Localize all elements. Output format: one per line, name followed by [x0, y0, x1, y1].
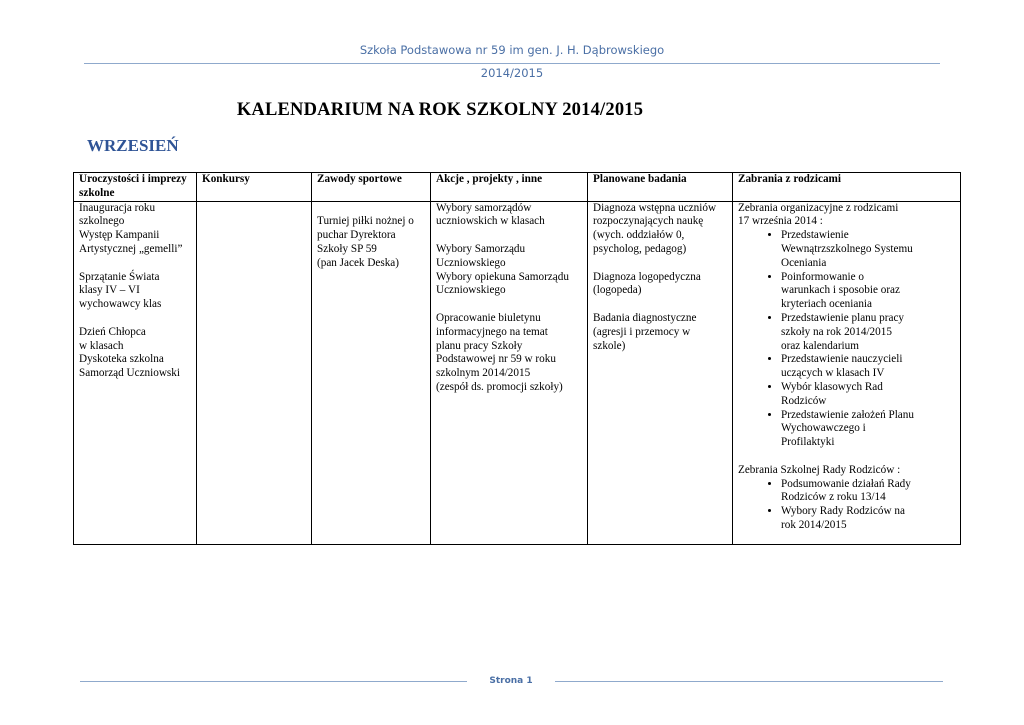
agenda-item-line: • Przedstawienie: [781, 229, 849, 242]
cell-contests: [197, 201, 312, 544]
agenda-item-line: Wychowawczego i: [781, 422, 866, 435]
cell-text-line: Samorząd Uczniowski: [79, 367, 180, 380]
cell-text-line: Artystycznej „gemelli”: [79, 242, 183, 255]
cell-text-line: Turniej piłki nożnej o: [317, 215, 414, 228]
calendar-table: [73, 172, 961, 545]
agenda-item-line: Oceniania: [781, 256, 827, 269]
agenda-item-line: oraz kalendarium: [781, 339, 859, 352]
cell-text-line: uczniowskich w klasach: [436, 215, 545, 228]
cell-text-line: klasy IV – VI: [79, 284, 140, 297]
cell-text-line: Diagnoza logopedyczna: [593, 270, 701, 283]
page-title: KALENDARIUM NA ROK SZKOLNY 2014/2015: [236, 100, 644, 120]
agenda-item: [781, 312, 955, 353]
month-heading: WRZESIEŃ: [87, 136, 179, 155]
council-meeting-heading: Zebrania Szkolnej Rady Rodziców :: [738, 463, 901, 476]
agenda-item-line: • Wybór klasowych Rad: [781, 380, 883, 393]
cell-text-line: Diagnoza wstępna uczniów: [593, 201, 717, 214]
agenda-item: [781, 271, 955, 312]
cell-text-line: szkole): [593, 339, 626, 352]
cell-text-line: Opracowanie biuletynu: [436, 311, 541, 324]
agenda-item-line: Wewnątrzszkolnego Systemu: [781, 242, 913, 255]
cell-text-line: [79, 257, 191, 271]
table-header-row: [74, 173, 961, 202]
cell-text-line: informacyjnego na temat: [436, 325, 548, 338]
cell-ceremonies: [74, 201, 197, 544]
agenda-item-line: Profilaktyki: [781, 436, 835, 449]
cell-text-line: Wybory opiekuna Samorządu: [436, 270, 569, 283]
header-school-name: Szkoła Podstawowa nr 59 im gen. J. H. Dąbrowskiego: [359, 43, 665, 57]
header-school-year: 2014/2015: [480, 66, 544, 80]
agenda-item-line: szkoły na rok 2014/2015: [781, 325, 892, 338]
cell-text-line: szkolnego: [79, 215, 125, 228]
header-research: Planowane badania: [588, 173, 733, 202]
cell-text-line: (pan Jacek Deska): [317, 256, 399, 269]
cell-text-line: (wych. oddziałów 0,: [593, 229, 685, 242]
meeting-agenda-list: [738, 229, 955, 450]
agenda-item-line: rok 2014/2015: [781, 518, 847, 531]
cell-text-line: w klasach: [79, 339, 124, 352]
agenda-item-line: Rodziców z roku 13/14: [781, 491, 886, 504]
cell-text-line: [436, 298, 582, 312]
cell-text-line: [593, 257, 727, 271]
agenda-item-line: kryteriach oceniania: [781, 298, 873, 311]
cell-text-line: [436, 229, 582, 243]
agenda-item-line: • Podsumowanie działań Rady: [781, 477, 911, 490]
cell-text-line: Szkoły SP 59: [317, 242, 377, 255]
agenda-item: [781, 229, 955, 270]
page-number: Strona 1: [489, 676, 533, 686]
cell-text-line: [593, 298, 727, 312]
cell-text-line: Dzień Chłopca: [79, 325, 146, 338]
cell-text-line: Inauguracja roku: [79, 201, 156, 214]
footer-divider-left: [80, 681, 467, 682]
cell-text-line: Uczniowskiego: [436, 284, 506, 297]
cell-text-line: Dyskoteka szkolna: [79, 353, 164, 366]
cell-text-line: wychowawcy klas: [79, 298, 162, 311]
cell-text-line: Podstawowej nr 59 w roku: [436, 353, 556, 366]
cell-text-line: (zespół ds. promocji szkoły): [436, 380, 563, 393]
meeting-intro-line-2: 17 września 2014 :: [738, 215, 823, 228]
cell-text-line: puchar Dyrektora: [317, 229, 396, 242]
table-row-september: [74, 201, 961, 544]
footer-divider-right: [555, 681, 943, 682]
cell-text-line: planu pracy Szkoły: [436, 339, 523, 352]
agenda-item-line: • Wybory Rady Rodziców na: [781, 505, 905, 518]
header-ceremonies: Uroczystości i imprezy szkolne: [74, 173, 197, 202]
cell-text-line: Sprzątanie Świata: [79, 270, 160, 283]
cell-research: [588, 201, 733, 544]
agenda-item: [781, 409, 955, 450]
cell-text-line: Wybory Samorządu: [436, 242, 526, 255]
header-contests: Konkursy: [197, 173, 312, 202]
cell-text-line: Występ Kampanii: [79, 229, 160, 242]
cell-text-line: Uczniowskiego: [436, 256, 506, 269]
agenda-item: [781, 381, 955, 409]
agenda-item-line: uczących w klasach IV: [781, 367, 885, 380]
agenda-item-line: • Przedstawienie nauczycieli: [781, 353, 903, 366]
agenda-item: [781, 478, 955, 506]
agenda-item: [781, 505, 955, 533]
header-divider: [84, 63, 940, 64]
agenda-item-line: • Przedstawienie założeń Planu: [781, 408, 914, 421]
cell-text-line: Wybory samorządów: [436, 201, 532, 214]
cell-text-line: szkolnym 2014/2015: [436, 367, 531, 380]
agenda-item-line: Rodziców: [781, 394, 827, 407]
agenda-item-line: warunkach i sposobie oraz: [781, 284, 900, 297]
header-sports: Zawody sportowe: [312, 173, 431, 202]
cell-text-line: psycholog, pedagog): [593, 242, 687, 255]
council-agenda-list: [738, 478, 955, 533]
cell-text-line: (logopeda): [593, 284, 642, 297]
cell-sports: [312, 201, 431, 544]
cell-text-line: [317, 202, 425, 216]
cell-text-line: Badania diagnostyczne: [593, 311, 697, 324]
cell-parent-meetings: [733, 201, 961, 544]
cell-text-line: [79, 312, 191, 326]
meeting-intro-line-1: Zebrania organizacyjne z rodzicami: [738, 201, 899, 214]
agenda-item-line: • Przedstawienie planu pracy: [781, 311, 905, 324]
agenda-item-line: • Poinformowanie o: [781, 270, 864, 283]
cell-actions: [431, 201, 588, 544]
header-parent-meetings: Zabrania z rodzicami: [733, 173, 961, 202]
agenda-item: [781, 353, 955, 381]
header-actions: Akcje , projekty , inne: [431, 173, 588, 202]
cell-text-line: rozpoczynających naukę: [593, 215, 704, 228]
cell-text-line: (agresji i przemocy w: [593, 325, 691, 338]
